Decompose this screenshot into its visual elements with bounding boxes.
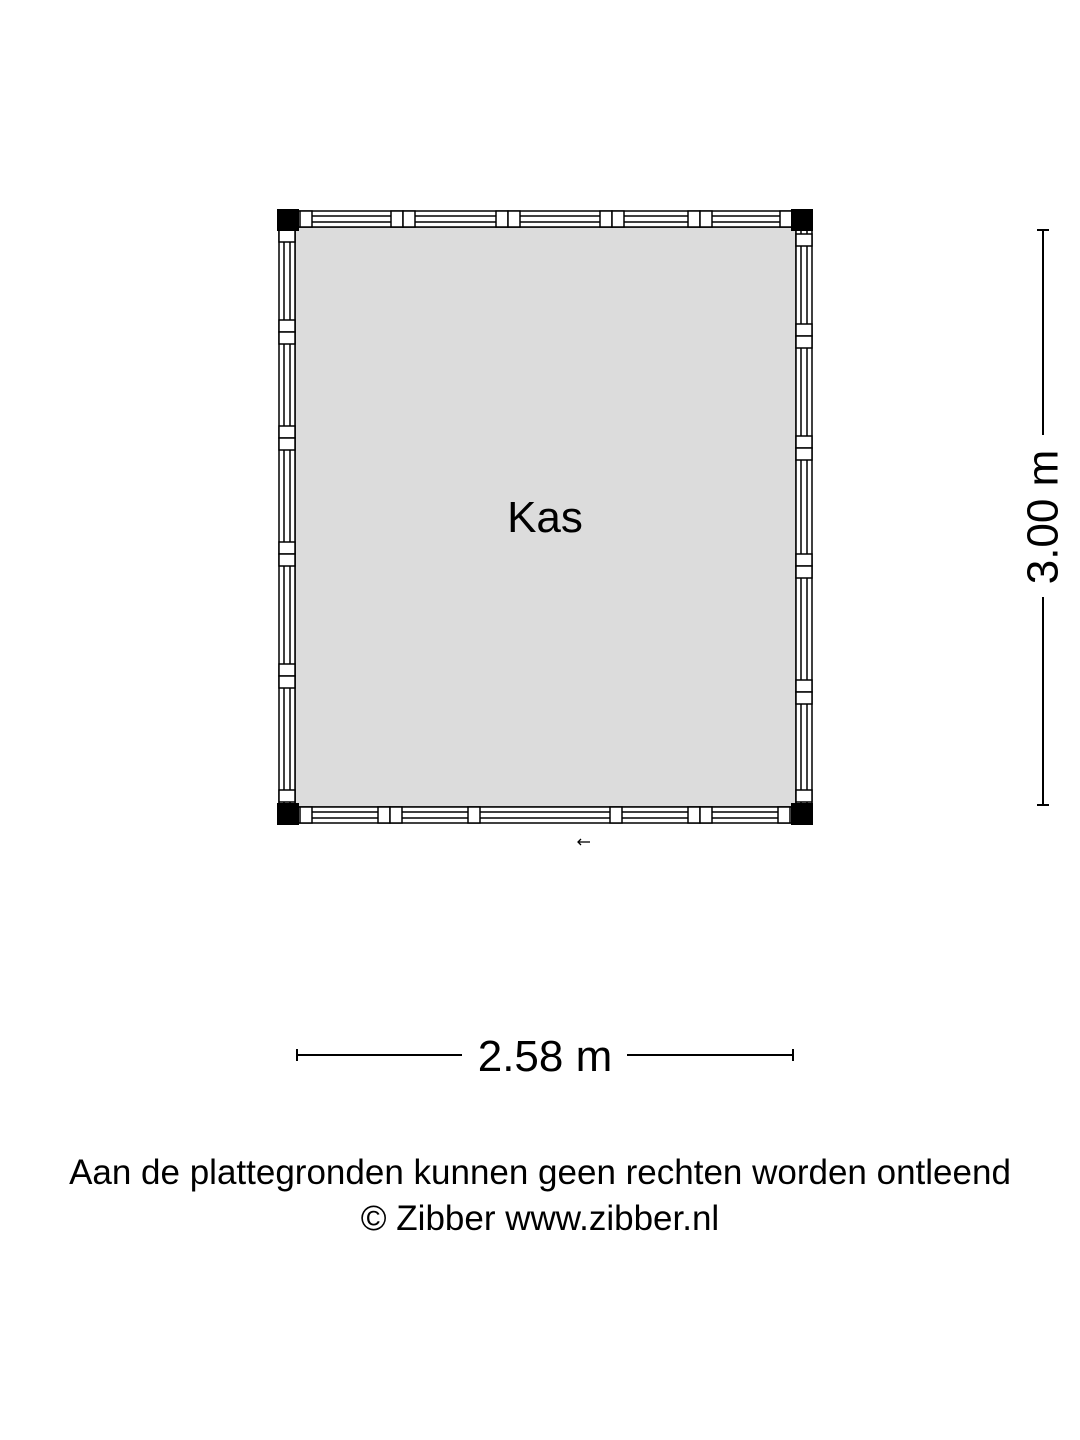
width-dimension-label: 2.58 m — [477, 1032, 613, 1081]
room-label: Kas — [507, 493, 583, 542]
wall-left — [279, 219, 295, 815]
disclaimer-text: Aan de plattegronden kunnen geen rechten worden ontleend — [69, 1153, 1011, 1192]
copyright-text: © Zibber www.zibber.nl — [360, 1199, 720, 1238]
corner-post-top-left — [277, 209, 299, 231]
corner-post-bottom-left — [277, 803, 299, 825]
depth-dimension-label: 3.00 m — [1018, 449, 1068, 585]
wall-right — [796, 219, 812, 815]
door-arrow-icon — [578, 839, 590, 845]
wall-top — [287, 211, 803, 227]
corner-post-bottom-right — [791, 803, 813, 825]
footer — [0, 1150, 1080, 1242]
wall-bottom — [287, 807, 803, 823]
corner-post-top-right — [791, 209, 813, 231]
